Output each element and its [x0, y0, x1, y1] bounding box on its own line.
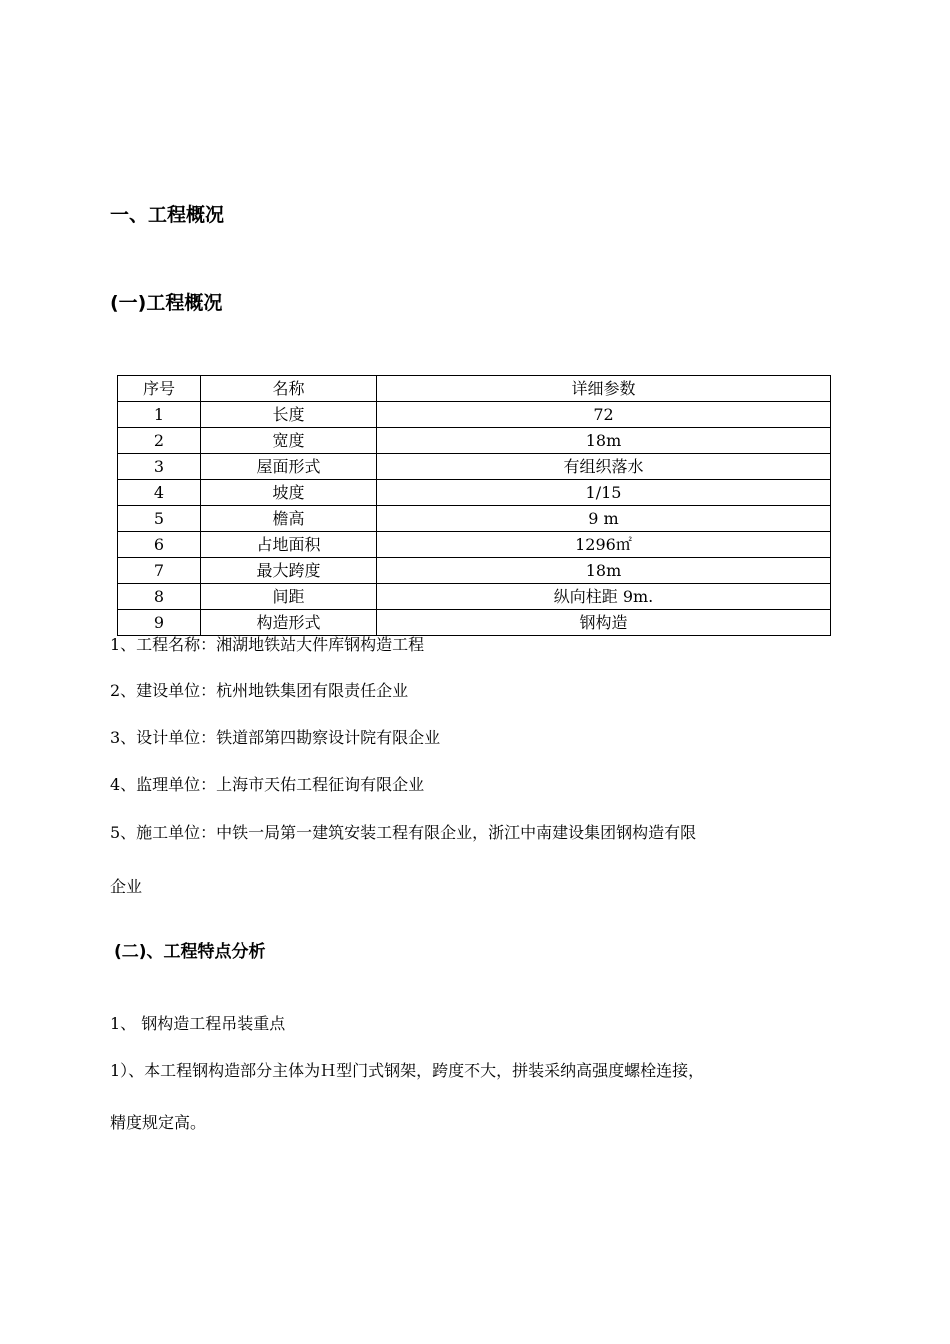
table-cell-name: 宽度 [201, 428, 377, 454]
table-row [118, 428, 831, 454]
table-row [118, 610, 831, 636]
table-cell-name: 檐高 [201, 506, 377, 532]
table-cell-index: 2 [118, 428, 201, 454]
table-cell-index: 9 [118, 610, 201, 636]
table-cell-index: 4 [118, 480, 201, 506]
table-row [118, 402, 831, 428]
table-cell-name: 长度 [201, 402, 377, 428]
table-cell-name: 坡度 [201, 480, 377, 506]
table-cell-name: 最大跨度 [201, 558, 377, 584]
table-cell-details: 有组织落水 [377, 454, 831, 480]
analysis-point-1: 1、 钢构造工程吊装重点 [110, 1014, 286, 1033]
table-cell-name: 屋面形式 [201, 454, 377, 480]
table-cell-details: 1/15 [377, 480, 831, 506]
table-cell-details: 18m [377, 558, 831, 584]
table-row [118, 558, 831, 584]
table-cell-details: 纵向柱距 9m. [377, 584, 831, 610]
table-row [118, 506, 831, 532]
column-header-details: 详细参数 [377, 376, 831, 402]
constructor-line: 5、施工单位：中铁一局第一建筑安装工程有限企业，浙江中南建设集团钢构造有限 [110, 823, 697, 842]
table-cell-name: 构造形式 [201, 610, 377, 636]
table-cell-index: 5 [118, 506, 201, 532]
table-row [118, 584, 831, 610]
table-cell-index: 7 [118, 558, 201, 584]
table-cell-name: 占地面积 [201, 532, 377, 558]
project-name-line: 1、工程名称：湘湖地铁站大件库钢构造工程 [110, 635, 425, 654]
table-cell-index: 8 [118, 584, 201, 610]
table-cell-details: 18m [377, 428, 831, 454]
column-header-name: 名称 [201, 376, 377, 402]
table-cell-name: 间距 [201, 584, 377, 610]
table-cell-index: 3 [118, 454, 201, 480]
column-header-index: 序号 [118, 376, 201, 402]
analysis-heading: (二)、工程特点分析 [114, 942, 266, 962]
supervisor-line: 4、监理单位：上海市天佑工程征询有限企业 [110, 775, 425, 794]
designer-line: 3、设计单位：铁道部第四勘察设计院有限企业 [110, 728, 441, 747]
table-cell-index: 1 [118, 402, 201, 428]
section-heading: 一、工程概况 [110, 204, 225, 226]
analysis-point-1-1: 1）、本工程钢构造部分主体为Ｈ型门式钢架，跨度不大，拼装采纳高强度螺栓连接， [110, 1061, 705, 1080]
subsection-heading: (一)工程概况 [110, 292, 223, 314]
table-cell-details: 钢构造 [377, 610, 831, 636]
table-row [118, 532, 831, 558]
analysis-point-1-1-continued: 精度规定高。 [110, 1113, 207, 1132]
table-cell-details: 9 m [377, 506, 831, 532]
table-cell-index: 6 [118, 532, 201, 558]
table-cell-details: 1296㎡ [377, 532, 831, 558]
project-parameters-table [117, 375, 831, 636]
table-row [118, 454, 831, 480]
table-cell-details: 72 [377, 402, 831, 428]
table-row [118, 480, 831, 506]
table-header-row [118, 376, 831, 402]
developer-line: 2、建设单位：杭州地铁集团有限责任企业 [110, 681, 409, 700]
constructor-line-continued: 企业 [110, 877, 143, 896]
